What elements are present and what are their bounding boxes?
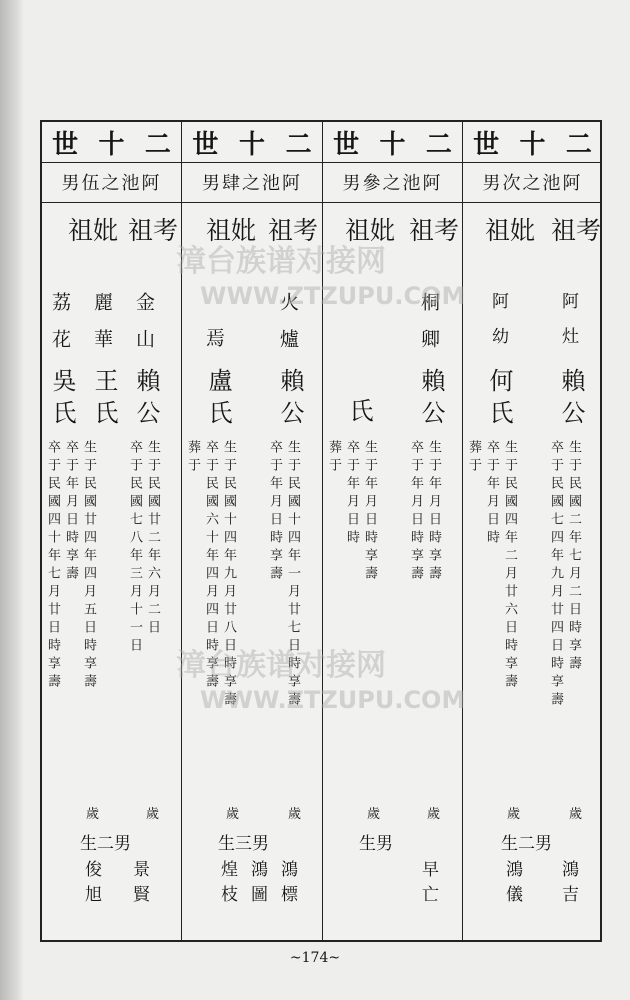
watermark-url: WWW.ZTZUPU.COM bbox=[200, 282, 466, 310]
son-name: 鴻圖 bbox=[247, 860, 267, 910]
kao-surname: 賴公 bbox=[557, 368, 585, 432]
watermark-text: 漳台族谱对接网 bbox=[176, 648, 386, 683]
person-title: 男伍之池阿 bbox=[61, 173, 162, 194]
wife1-death-date: 卒于年月日時 bbox=[484, 440, 499, 548]
wife2-given-name: 荔花 bbox=[49, 292, 71, 366]
kao-death-date: 卒于年月日時享壽 bbox=[267, 440, 282, 584]
kao-surname: 賴公 bbox=[417, 368, 445, 432]
son-name: 鴻標 bbox=[277, 860, 297, 910]
wife1-death-date: 卒于民國六十年四月四日時享壽 bbox=[203, 440, 218, 692]
kao-death-date: 卒于年月日時享壽 bbox=[408, 440, 423, 584]
wife1-birth-date: 生于民國四年二月廿六日時享壽 bbox=[502, 440, 517, 692]
person-title: 男次之池阿 bbox=[482, 173, 583, 194]
zu-kao-label: 祖考 bbox=[128, 216, 179, 245]
son-name: 鴻吉 bbox=[558, 860, 578, 910]
wife1-surname: 王氏 bbox=[90, 368, 118, 432]
burial-place: 葬于 bbox=[185, 440, 200, 476]
kao-death-date: 卒于民國七八年三月十一日 bbox=[127, 440, 142, 656]
watermark-url: WWW.ZTZUPU.COM bbox=[200, 686, 466, 714]
burial-place: 葬于 bbox=[326, 440, 341, 476]
wife1-death-date: 卒于年月日時享壽 bbox=[63, 440, 78, 584]
zu-bi-label: 祖妣 bbox=[485, 216, 536, 245]
kao-birth-date: 生于民國廿二年六月二日 bbox=[145, 440, 160, 638]
column-body bbox=[182, 218, 322, 940]
age-sui: 歲 bbox=[569, 807, 583, 822]
wife1-birth-date: 生于年月日時享壽 bbox=[362, 440, 377, 584]
page-number: ~174~ bbox=[289, 950, 341, 966]
wife1-birth-date: 生于民國廿四年四月五日時享壽 bbox=[81, 440, 96, 692]
wife2-death-date: 卒于民國四十年七月廿日時享壽 bbox=[45, 440, 60, 692]
son-note: 早亡 bbox=[418, 860, 438, 910]
wife1-surname: 盧氏 bbox=[204, 368, 232, 432]
age-sui: 歲 bbox=[226, 807, 240, 822]
age-sui: 歲 bbox=[427, 807, 441, 822]
zu-bi-label: 祖妣 bbox=[206, 216, 257, 245]
kao-given-name: 金山 bbox=[133, 292, 155, 366]
zu-kao-label: 祖考 bbox=[409, 216, 460, 245]
zu-kao-label: 祖考 bbox=[268, 216, 319, 245]
watermark-text: 漳台族谱对接网 bbox=[176, 244, 386, 279]
kao-given-name: 阿灶 bbox=[558, 292, 578, 362]
wife1-given-name: 麗華 bbox=[91, 292, 113, 366]
son-name: 俊旭 bbox=[81, 860, 101, 910]
wife1-birth-date: 生于民國十四年九月廿八日時享壽 bbox=[221, 440, 236, 710]
sons-count: 生二男 bbox=[501, 834, 552, 854]
kao-surname: 賴公 bbox=[132, 368, 160, 432]
generation-header: 世 十 二 bbox=[333, 129, 452, 160]
kao-surname: 賴公 bbox=[276, 368, 304, 432]
wife1-surname: 氏 bbox=[345, 398, 373, 425]
book-spine-shadow bbox=[0, 0, 24, 1000]
kao-birth-date: 生于民國十四年一月廿七日時享壽 bbox=[285, 440, 300, 710]
wife1-given-name: 焉 bbox=[203, 328, 225, 350]
generation-header: 世 十 二 bbox=[52, 129, 171, 160]
person-title: 男參之池阿 bbox=[342, 173, 443, 194]
zu-bi-label: 祖妣 bbox=[68, 216, 119, 245]
column-body bbox=[42, 218, 181, 940]
generation-header: 世 十 二 bbox=[473, 129, 592, 160]
sons-count: 生男 bbox=[359, 834, 393, 854]
kao-given-name: 火爐 bbox=[277, 292, 299, 366]
kao-birth-date: 生于年月日時享壽 bbox=[426, 440, 441, 584]
subheader-divider bbox=[42, 202, 600, 203]
wife1-surname: 何氏 bbox=[485, 368, 513, 432]
sons-count: 生三男 bbox=[218, 834, 269, 854]
son-name: 煌枝 bbox=[217, 860, 237, 910]
kao-death-date: 卒于民國七四年九月廿四日時享壽 bbox=[548, 440, 563, 710]
zu-kao-label: 祖考 bbox=[551, 216, 602, 245]
wife1-given-name: 阿幼 bbox=[488, 292, 508, 362]
age-sui: 歲 bbox=[507, 807, 521, 822]
age-sui: 歲 bbox=[146, 807, 160, 822]
person-title: 男肆之池阿 bbox=[202, 173, 302, 194]
burial-place: 葬于 bbox=[466, 440, 481, 476]
kao-given-name: 桐卿 bbox=[418, 292, 440, 366]
kao-birth-date: 生于民國二年七月二日時享壽 bbox=[566, 440, 581, 674]
age-sui: 歲 bbox=[86, 807, 100, 822]
wife1-death-date: 卒于年月日時 bbox=[344, 440, 359, 548]
age-sui: 歲 bbox=[288, 807, 302, 822]
sons-count: 生二男 bbox=[80, 834, 131, 854]
son-name: 景賢 bbox=[129, 860, 149, 910]
column-body bbox=[463, 218, 602, 940]
zu-bi-label: 祖妣 bbox=[345, 216, 396, 245]
wife2-surname: 吳氏 bbox=[48, 368, 76, 432]
generation-header: 世 十 二 bbox=[192, 129, 312, 160]
son-name: 鴻儀 bbox=[502, 860, 522, 910]
age-sui: 歲 bbox=[367, 807, 381, 822]
column-body bbox=[323, 218, 462, 940]
